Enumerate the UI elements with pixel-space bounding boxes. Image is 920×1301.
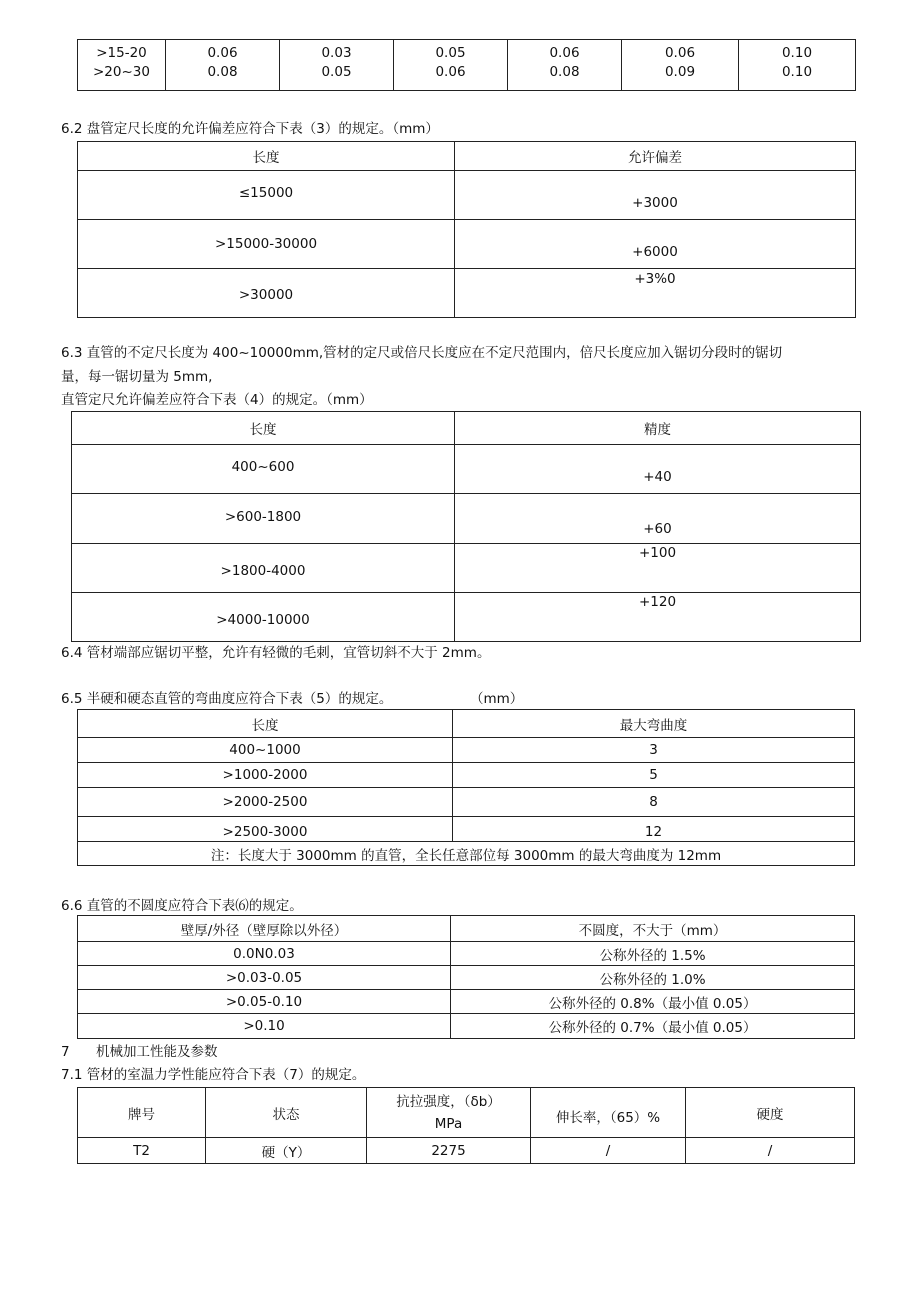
table-row <box>78 966 855 990</box>
table-cell: 0.05 <box>394 40 508 64</box>
table-row <box>78 842 855 866</box>
table-cell: >2000-2500 <box>78 788 453 817</box>
table-cell: 400~1000 <box>78 738 453 763</box>
table-cell: 公称外径的 1.0% <box>451 966 855 990</box>
section-6-4-text: 6.4 管材端部应锯切平整，允许有轻微的毛刺，宜管切斜不大于 2mm。 <box>61 645 491 661</box>
table-row <box>78 763 855 788</box>
table-cell: 公称外径的 0.8%（最小值 0.05） <box>451 990 855 1014</box>
column-header: 最大弯曲度 <box>453 710 855 738</box>
section-7-number: 7 <box>61 1044 70 1060</box>
table-row <box>78 942 855 966</box>
table-cell: 2275 <box>367 1138 531 1164</box>
table-cell: 0.0N0.03 <box>78 942 451 966</box>
section-7-1-text: 7.1 管材的室温力学性能应符合下表（7）的规定。 <box>61 1067 366 1083</box>
table-row <box>72 544 861 593</box>
column-header: 壁厚/外径（壁厚除以外径） <box>78 916 451 942</box>
table-cell: >0.05-0.10 <box>78 990 451 1014</box>
table-cell: T2 <box>78 1138 206 1164</box>
top-dimension-table <box>77 39 856 91</box>
table-header-row <box>78 142 856 171</box>
table-cell: >0.10 <box>78 1014 451 1039</box>
table-cell: +6000 <box>455 220 856 269</box>
table-row <box>78 64 856 91</box>
column-header-tensile <box>367 1088 531 1138</box>
section-6-5-unit: （mm） <box>470 691 524 707</box>
column-header: 不圆度，不大于（mm） <box>451 916 855 942</box>
table-row <box>78 1138 855 1164</box>
section-6-2-text: 6.2 盘管定尺长度的允许偏差应符合下表（3）的规定。（mm） <box>61 121 439 137</box>
table-row <box>78 817 855 842</box>
table-cell: +100 <box>455 544 861 593</box>
table-cell: 0.06 <box>166 40 280 64</box>
column-header: 长度 <box>78 142 455 171</box>
table-row <box>78 171 856 220</box>
section-6-3-line-2: 量，每一锯切量为 5mm, <box>61 369 213 385</box>
column-header: 长度 <box>72 412 455 445</box>
table-cell: >600-1800 <box>72 494 455 544</box>
table-cell: 5 <box>453 763 855 788</box>
table-cell: >15-20 <box>78 40 166 64</box>
mechanical-properties-table <box>77 1087 855 1164</box>
tensile-unit: MPa <box>434 1115 463 1132</box>
table-cell: 12 <box>453 817 855 842</box>
table-cell: 0.10 <box>739 40 856 64</box>
table-cell: >20~30 <box>78 64 166 91</box>
column-header-elongation: 伸长率，（65）% <box>531 1088 686 1138</box>
table-row <box>72 593 861 642</box>
table-cell: 公称外径的 0.7%（最小值 0.05） <box>451 1014 855 1039</box>
table-cell: 0.03 <box>280 40 394 64</box>
table-row <box>72 494 861 544</box>
table-cell: ≤15000 <box>78 171 455 220</box>
column-header-grade: 牌号 <box>78 1088 206 1138</box>
table-cell: / <box>686 1138 855 1164</box>
section-6-5-text: 6.5 半硬和硬态直管的弯曲度应符合下表（5）的规定。 <box>61 691 393 707</box>
table-cell: >1800-4000 <box>72 544 455 593</box>
column-header-hardness: 硬度 <box>686 1088 855 1138</box>
table-header-row <box>78 916 855 942</box>
table-header-row <box>78 1088 855 1138</box>
table-row <box>78 990 855 1014</box>
table-cell: +120 <box>455 593 861 642</box>
table-cell: >0.03-0.05 <box>78 966 451 990</box>
section-6-3-line-3: 直管定尺允许偏差应符合下表（4）的规定。（mm） <box>61 392 373 408</box>
ovality-table <box>77 915 855 1039</box>
section-6-6-text: 6.6 直管的不圆度应符合下表⑹的规定。 <box>61 898 303 914</box>
table-cell: 8 <box>453 788 855 817</box>
table-cell: 公称外径的 1.5% <box>451 942 855 966</box>
column-header: 精度 <box>455 412 861 445</box>
table-cell: 0.06 <box>622 40 739 64</box>
table-header-row <box>78 710 855 738</box>
table-header-row <box>72 412 861 445</box>
table-row <box>78 788 855 817</box>
table-cell: +60 <box>455 494 861 544</box>
column-header: 长度 <box>78 710 453 738</box>
table-cell: 0.05 <box>280 64 394 91</box>
table-cell: >30000 <box>78 269 455 318</box>
table-cell: >1000-2000 <box>78 763 453 788</box>
table-cell: >2500-3000 <box>78 817 453 842</box>
tensile-label: 抗拉强度，（δb） <box>396 1093 501 1110</box>
table-cell: 0.10 <box>739 64 856 91</box>
table-cell: >15000-30000 <box>78 220 455 269</box>
table-cell: 硬（Y） <box>206 1138 367 1164</box>
table-row <box>78 220 856 269</box>
section-6-3-line-1: 6.3 直管的不定尺长度为 400~10000mm,管材的定尺或倍尺长度应在不定尺范围内，倍尺长度应加入锯切分段时的锯切 <box>61 345 783 361</box>
table-cell: 0.08 <box>508 64 622 91</box>
table-cell: 0.06 <box>508 40 622 64</box>
table-row <box>78 1014 855 1039</box>
table-row <box>78 40 856 64</box>
table-row <box>72 445 861 494</box>
section-7-title: 机械加工性能及参数 <box>96 1044 218 1060</box>
column-header: 允许偏差 <box>455 142 856 171</box>
table-row <box>78 269 856 318</box>
bend-tolerance-table <box>77 709 855 866</box>
column-header-state: 状态 <box>206 1088 367 1138</box>
straight-tube-length-tolerance-table <box>71 411 861 642</box>
table-note: 注：长度大于 3000mm 的直管，全长任意部位每 3000mm 的最大弯曲度为 12mm <box>78 842 855 866</box>
table-cell: +3000 <box>455 171 856 220</box>
table-cell: >4000-10000 <box>72 593 455 642</box>
table-cell: 0.09 <box>622 64 739 91</box>
table-cell: 400~600 <box>72 445 455 494</box>
table-cell: 3 <box>453 738 855 763</box>
table-cell: +40 <box>455 445 861 494</box>
table-cell: 0.08 <box>166 64 280 91</box>
table-cell: / <box>531 1138 686 1164</box>
table-row <box>78 738 855 763</box>
coil-length-tolerance-table <box>77 141 856 318</box>
table-cell: 0.06 <box>394 64 508 91</box>
table-cell: +3%0 <box>455 269 856 318</box>
